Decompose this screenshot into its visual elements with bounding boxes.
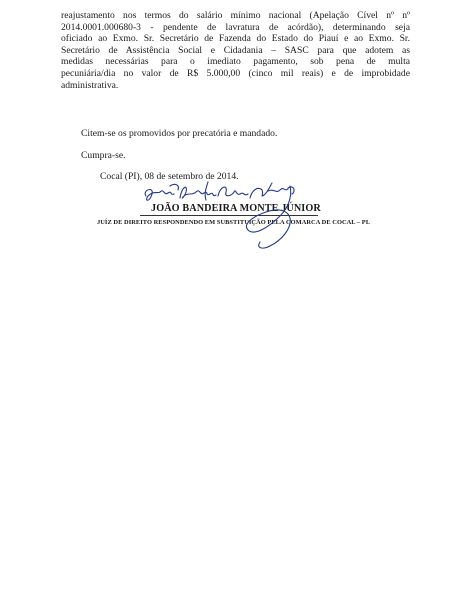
body-line: oficiado ao Exmo. Sr. Secretário de Fazenda do Estado do Piauí e ao Exmo. Sr. <box>61 33 410 45</box>
body-line: administrativa. <box>61 79 119 91</box>
body-line: Secretário de Assistência Social e Cidadania – SASC para que adotem as <box>61 44 410 56</box>
body-line: 2014.0001.000680-3 - pendente de lavratura de acórdão), determinando seja <box>61 21 410 33</box>
judge-title: JUÍZ DE DIREITO RESPONDENDO EM SUBSTITUIÇÃO PELA COMARCA DE COCAL – PI. <box>97 219 370 226</box>
body-paragraph <box>61 10 410 91</box>
place-date: Cocal (PI), 08 de setembro de 2014. <box>100 171 239 182</box>
body-line: medidas necessárias para o imediato pagamento, sob pena de multa <box>61 56 410 68</box>
body-line: reajustamento nos termos do salário mínimo nacional (Apelação Cível nº nº <box>61 10 410 21</box>
citem-se-paragraph: Citem-se os promovidos por precatória e mandado. <box>81 128 278 139</box>
cumpra-se-paragraph: Cumpra-se. <box>81 150 126 161</box>
body-line: pecuniária/dia no valor de R$ 5.000,00 (cinco mil reais) e de improbidade <box>61 67 410 79</box>
handwritten-signature <box>140 180 330 260</box>
judge-name: JOÃO BANDEIRA MONTE JÚNIOR <box>151 203 321 214</box>
